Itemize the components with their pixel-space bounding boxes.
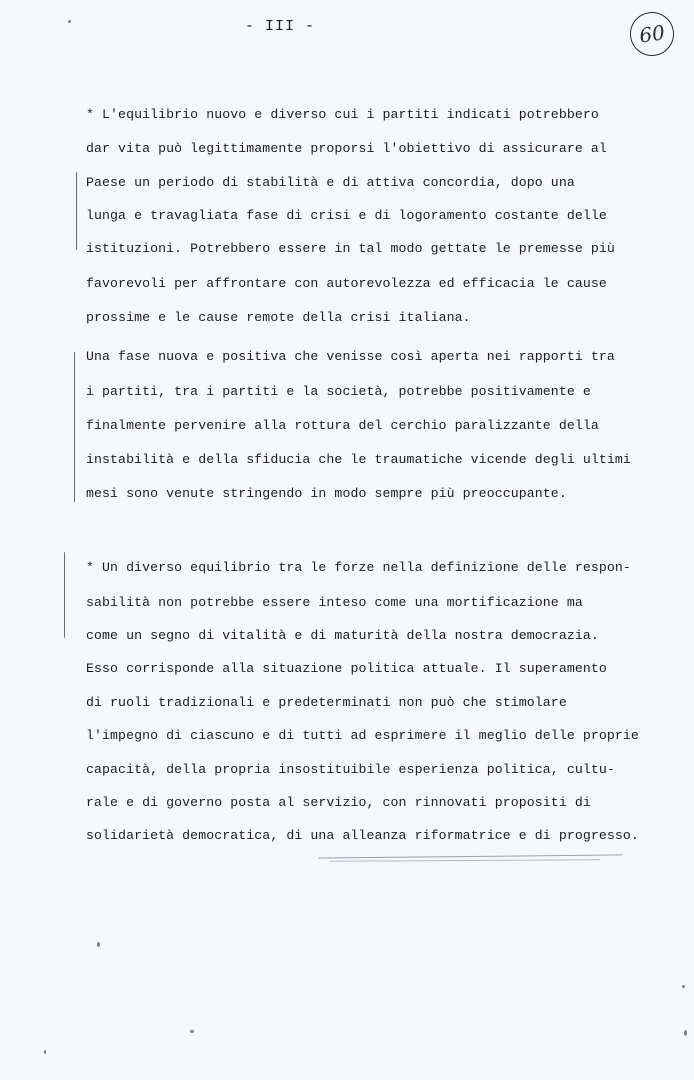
scan-speck (190, 1030, 194, 1033)
text-line: solidarietà democratica, di una alleanza riformatrice e di progresso. (86, 828, 639, 843)
handwritten-underline (330, 859, 600, 861)
handwritten-underline (318, 854, 622, 858)
text-line: * L'equilibrio nuovo e diverso cui i partiti indicati potrebbero (86, 107, 599, 122)
text-line: dar vita può legittimamente proporsi l'obiettivo di assicurare al (86, 141, 607, 156)
text-line: * Un diverso equilibrio tra le forze nella definizione delle respon- (86, 560, 631, 575)
text-line: Paese un periodo di stabilità e di attiva concordia, dopo una (86, 175, 575, 190)
handwritten-page-number: 60 (627, 9, 677, 59)
margin-mark (64, 552, 65, 638)
text-line: favorevoli per affrontare con autorevolezza ed efficacia le cause (86, 276, 607, 291)
text-line: Una fase nuova e positiva che venisse così aperta nei rapporti tra (86, 349, 615, 364)
text-line: mesi sono venute stringendo in modo sempre più preoccupante. (86, 486, 567, 501)
scan-speck (682, 985, 685, 988)
text-line: Esso corrisponde alla situazione politica attuale. Il superamento (86, 661, 607, 676)
text-line: rale e di governo posta al servizio, con rinnovati propositi di (86, 795, 591, 810)
margin-mark (74, 352, 75, 502)
scan-speck (68, 20, 71, 23)
text-line: capacità, della propria insostituibile esperienza politica, cultu- (86, 762, 615, 777)
text-line: di ruoli tradizionali e predeterminati non può che stimolare (86, 695, 567, 710)
text-line: instabilità e della sfiducia che le traumatiche vicende degli ultimi (86, 452, 631, 467)
scan-speck (684, 1030, 687, 1036)
text-line: lunga e travagliata fase di crisi e di logoramento costante delle (86, 208, 607, 223)
page-number: - III - (244, 18, 315, 35)
margin-mark (76, 172, 77, 250)
text-line: come un segno di vitalità e di maturità della nostra democrazia. (86, 628, 599, 643)
scan-speck (97, 942, 100, 947)
text-line: istituzioni. Potrebbero essere in tal modo gettate le premesse più (86, 241, 615, 256)
text-line: sabilità non potrebbe essere inteso come una mortificazione ma (86, 595, 583, 610)
text-line: i partiti, tra i partiti e la società, potrebbe positivamente e (86, 384, 591, 399)
scan-speck (44, 1050, 46, 1054)
text-line: finalmente pervenire alla rottura del cerchio paralizzante della (86, 418, 599, 433)
text-line: prossime e le cause remote della crisi italiana. (86, 310, 471, 325)
text-line: l'impegno di ciascuno e di tutti ad esprimere il meglio delle proprie (86, 728, 639, 743)
